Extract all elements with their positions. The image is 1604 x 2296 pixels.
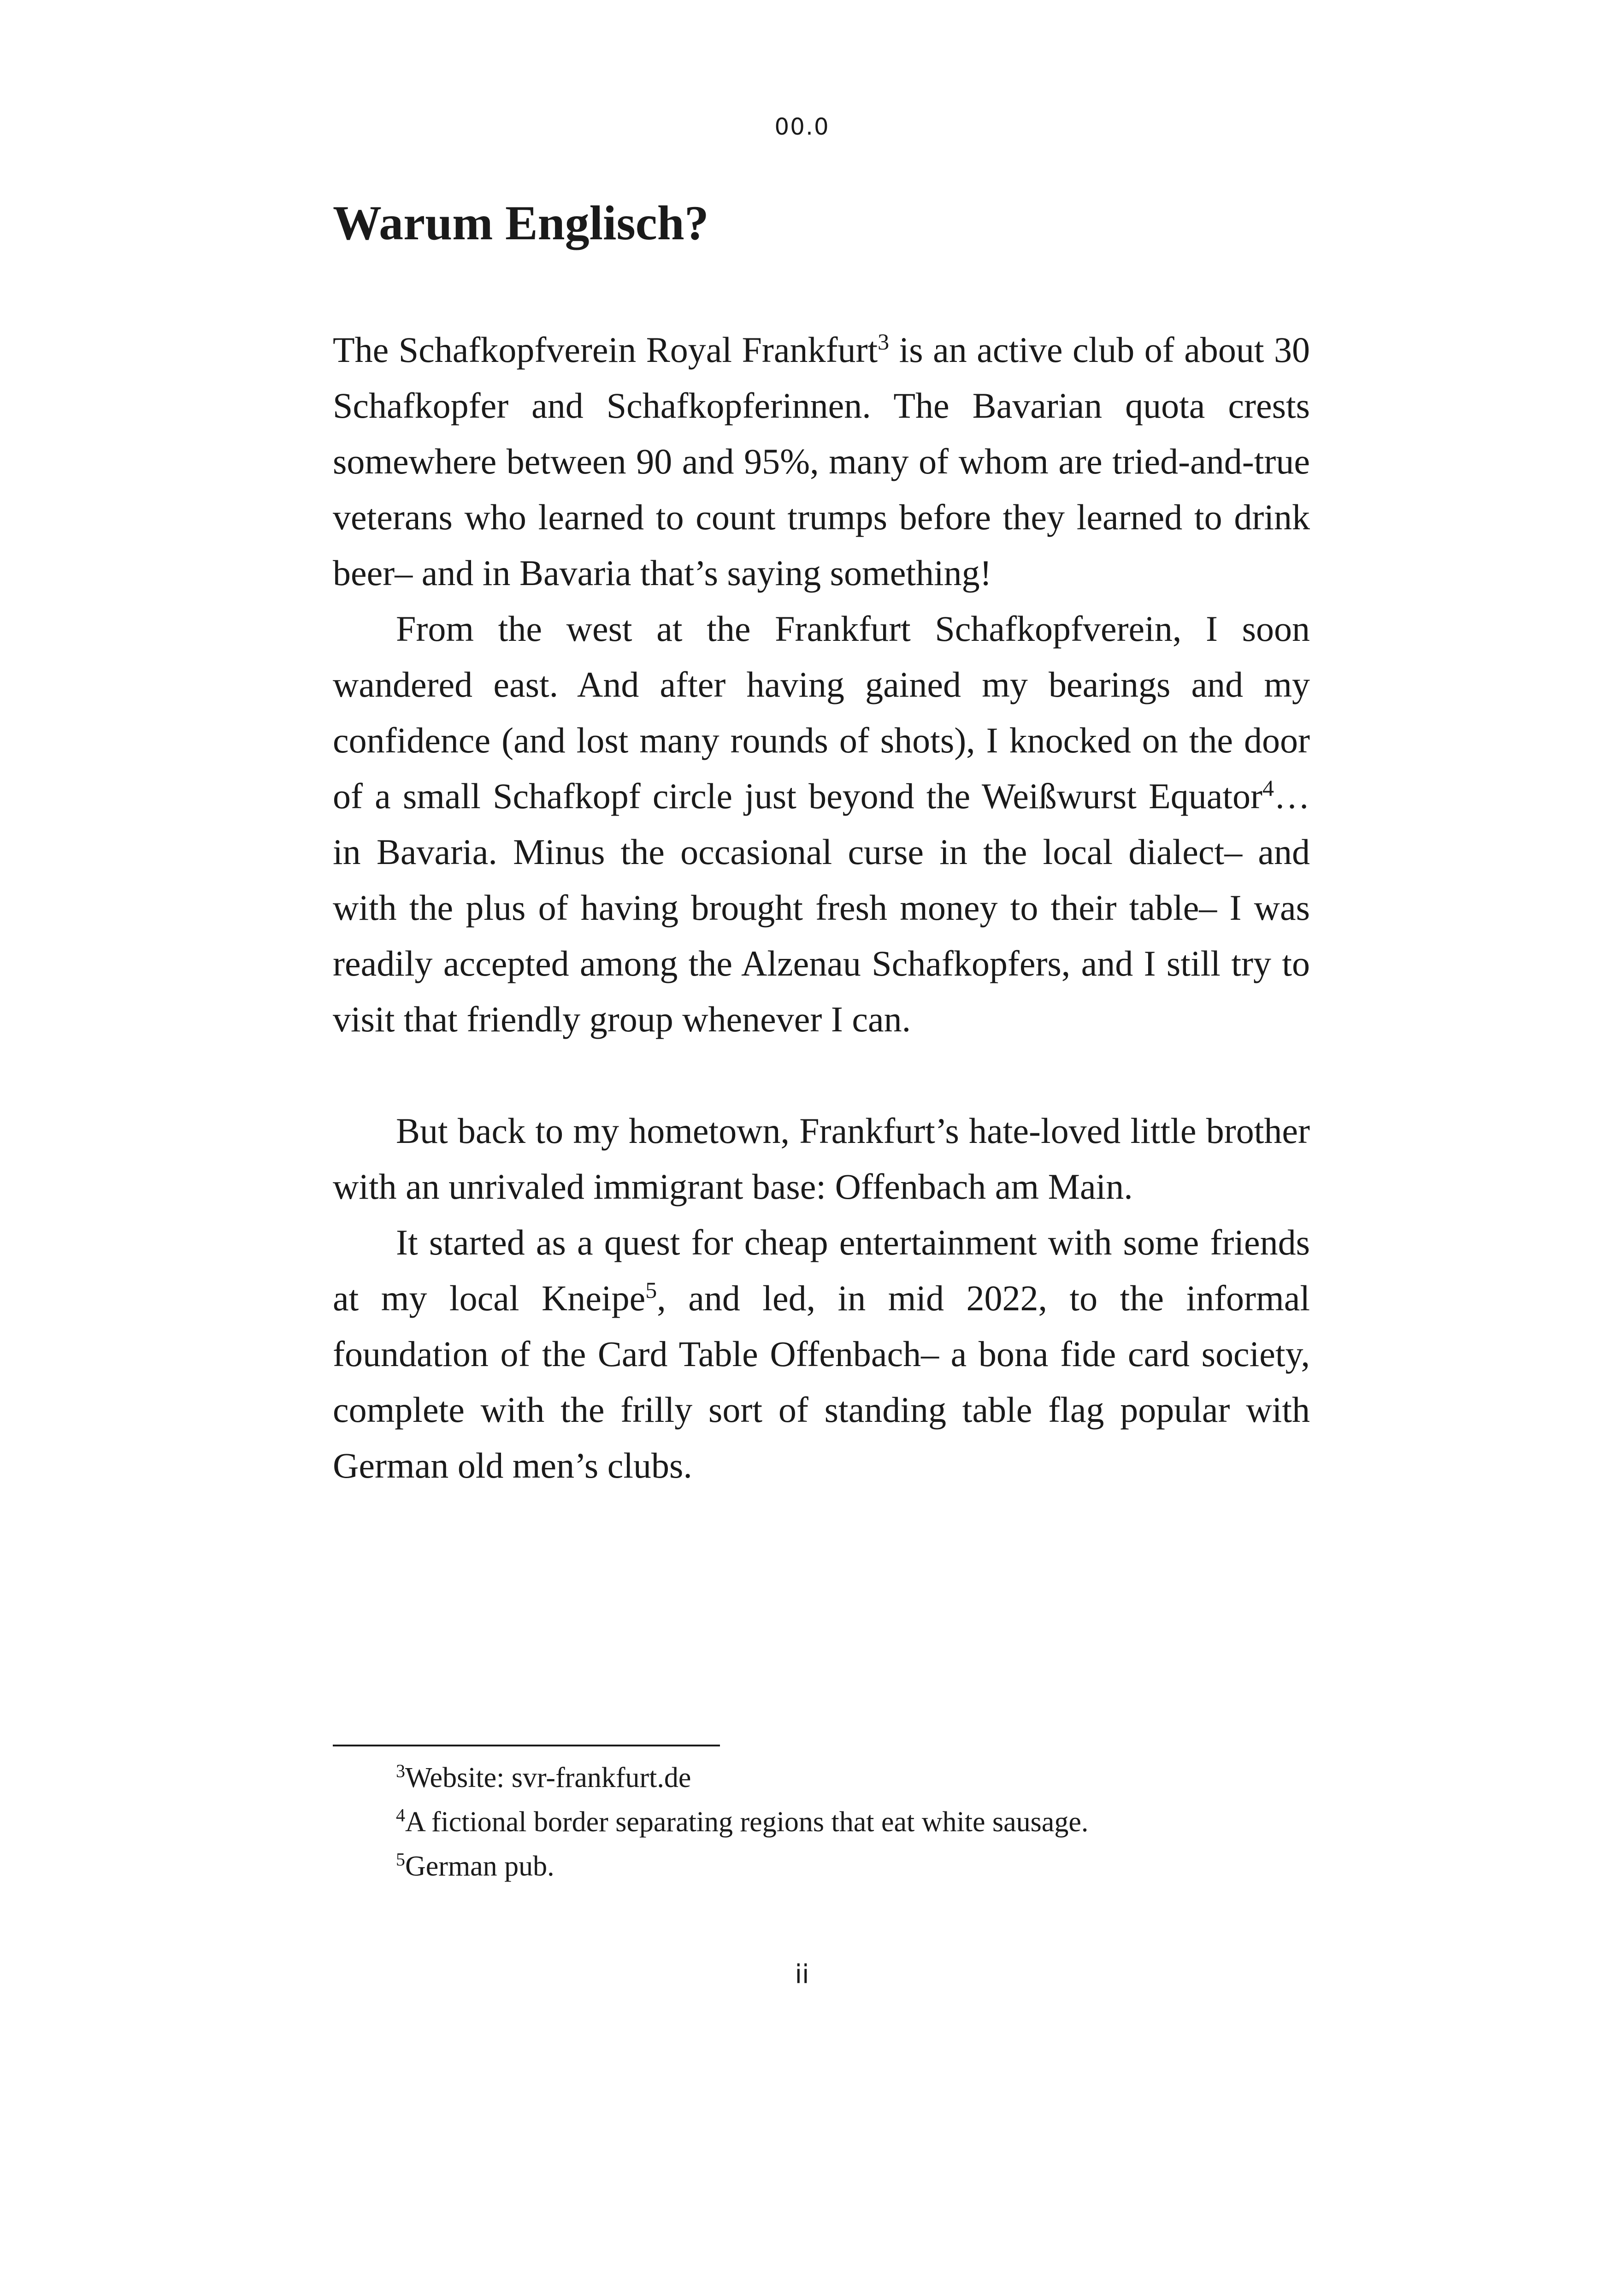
footnote-mark: 4: [396, 1805, 405, 1826]
paragraph-2: [333, 601, 1310, 1047]
body-text: [333, 322, 1310, 1493]
footnote-text: A fictional border separating regions that eat white sausage.: [405, 1806, 1089, 1838]
paragraph-1-text-b: is an active club of about 30 Schafkopfer and Schafkopferinnen. The Bavarian quota crests somewhere between 90 and 95%, many of whom are tried-and-true veterans who learned to count trumps before they learned to drink beer– and in Bavaria that’s saying something!: [333, 330, 1310, 593]
page-number: ii: [795, 1959, 809, 1989]
chapter-title: Warum Englisch?: [333, 196, 709, 250]
footnotes: [333, 1756, 1310, 1888]
footnote-text: German pub.: [405, 1851, 554, 1882]
footnote-3: [333, 1756, 1310, 1800]
footnote-mark: 3: [396, 1760, 405, 1781]
paragraph-4-text-a: It started as a quest for cheap entertainment with some friends at my local Kneipe: [333, 1222, 1310, 1318]
paragraph-2-text-a: From the west at the Frankfurt Schafkopfverein, I soon wandered east. And after having gained my bearings and my confidence (and lost many rounds of shots), I knocked on the door of a small Schafkopf circle just beyond the Weißwurst Equator: [333, 609, 1310, 816]
running-header: 00.0: [774, 113, 830, 140]
footnote-text: Website: svr-frankfurt.de: [405, 1762, 691, 1793]
footnote-5: [333, 1844, 1310, 1888]
footnote-ref-5: 5: [645, 1277, 657, 1303]
paragraph-1: [333, 322, 1310, 601]
paragraph-1-text-a: The Schafkopfverein Royal Frankfurt: [333, 330, 878, 370]
footnote-ref-4: 4: [1262, 775, 1274, 801]
paragraph-4-text-b: , and led, in mid 2022, to the informal foundation of the Card Table Offenbach– a bona fide card society, complete with the frilly sort of standing table flag popular with German old men’s clubs.: [333, 1278, 1310, 1485]
paragraph-2-text-b: … in Bavaria. Minus the occasional curse in the local dialect– and with the plus of having brought fresh money to their table– I was readily accepted among the Alzenau Schafkopfers, and I still try to visit that friendly group whenever I can.: [333, 776, 1310, 1039]
paragraph-3-text-a: But back to my hometown, Frankfurt’s hate-loved little brother with an unrivaled immigrant base: Offenbach am Main.: [333, 1111, 1310, 1207]
footnote-4: [333, 1800, 1310, 1844]
footnote-ref-3: 3: [878, 329, 890, 355]
paragraph-3: [333, 1103, 1310, 1214]
paragraph-4: [333, 1214, 1310, 1493]
footnote-divider: [333, 1745, 720, 1746]
footnote-mark: 5: [396, 1849, 405, 1870]
